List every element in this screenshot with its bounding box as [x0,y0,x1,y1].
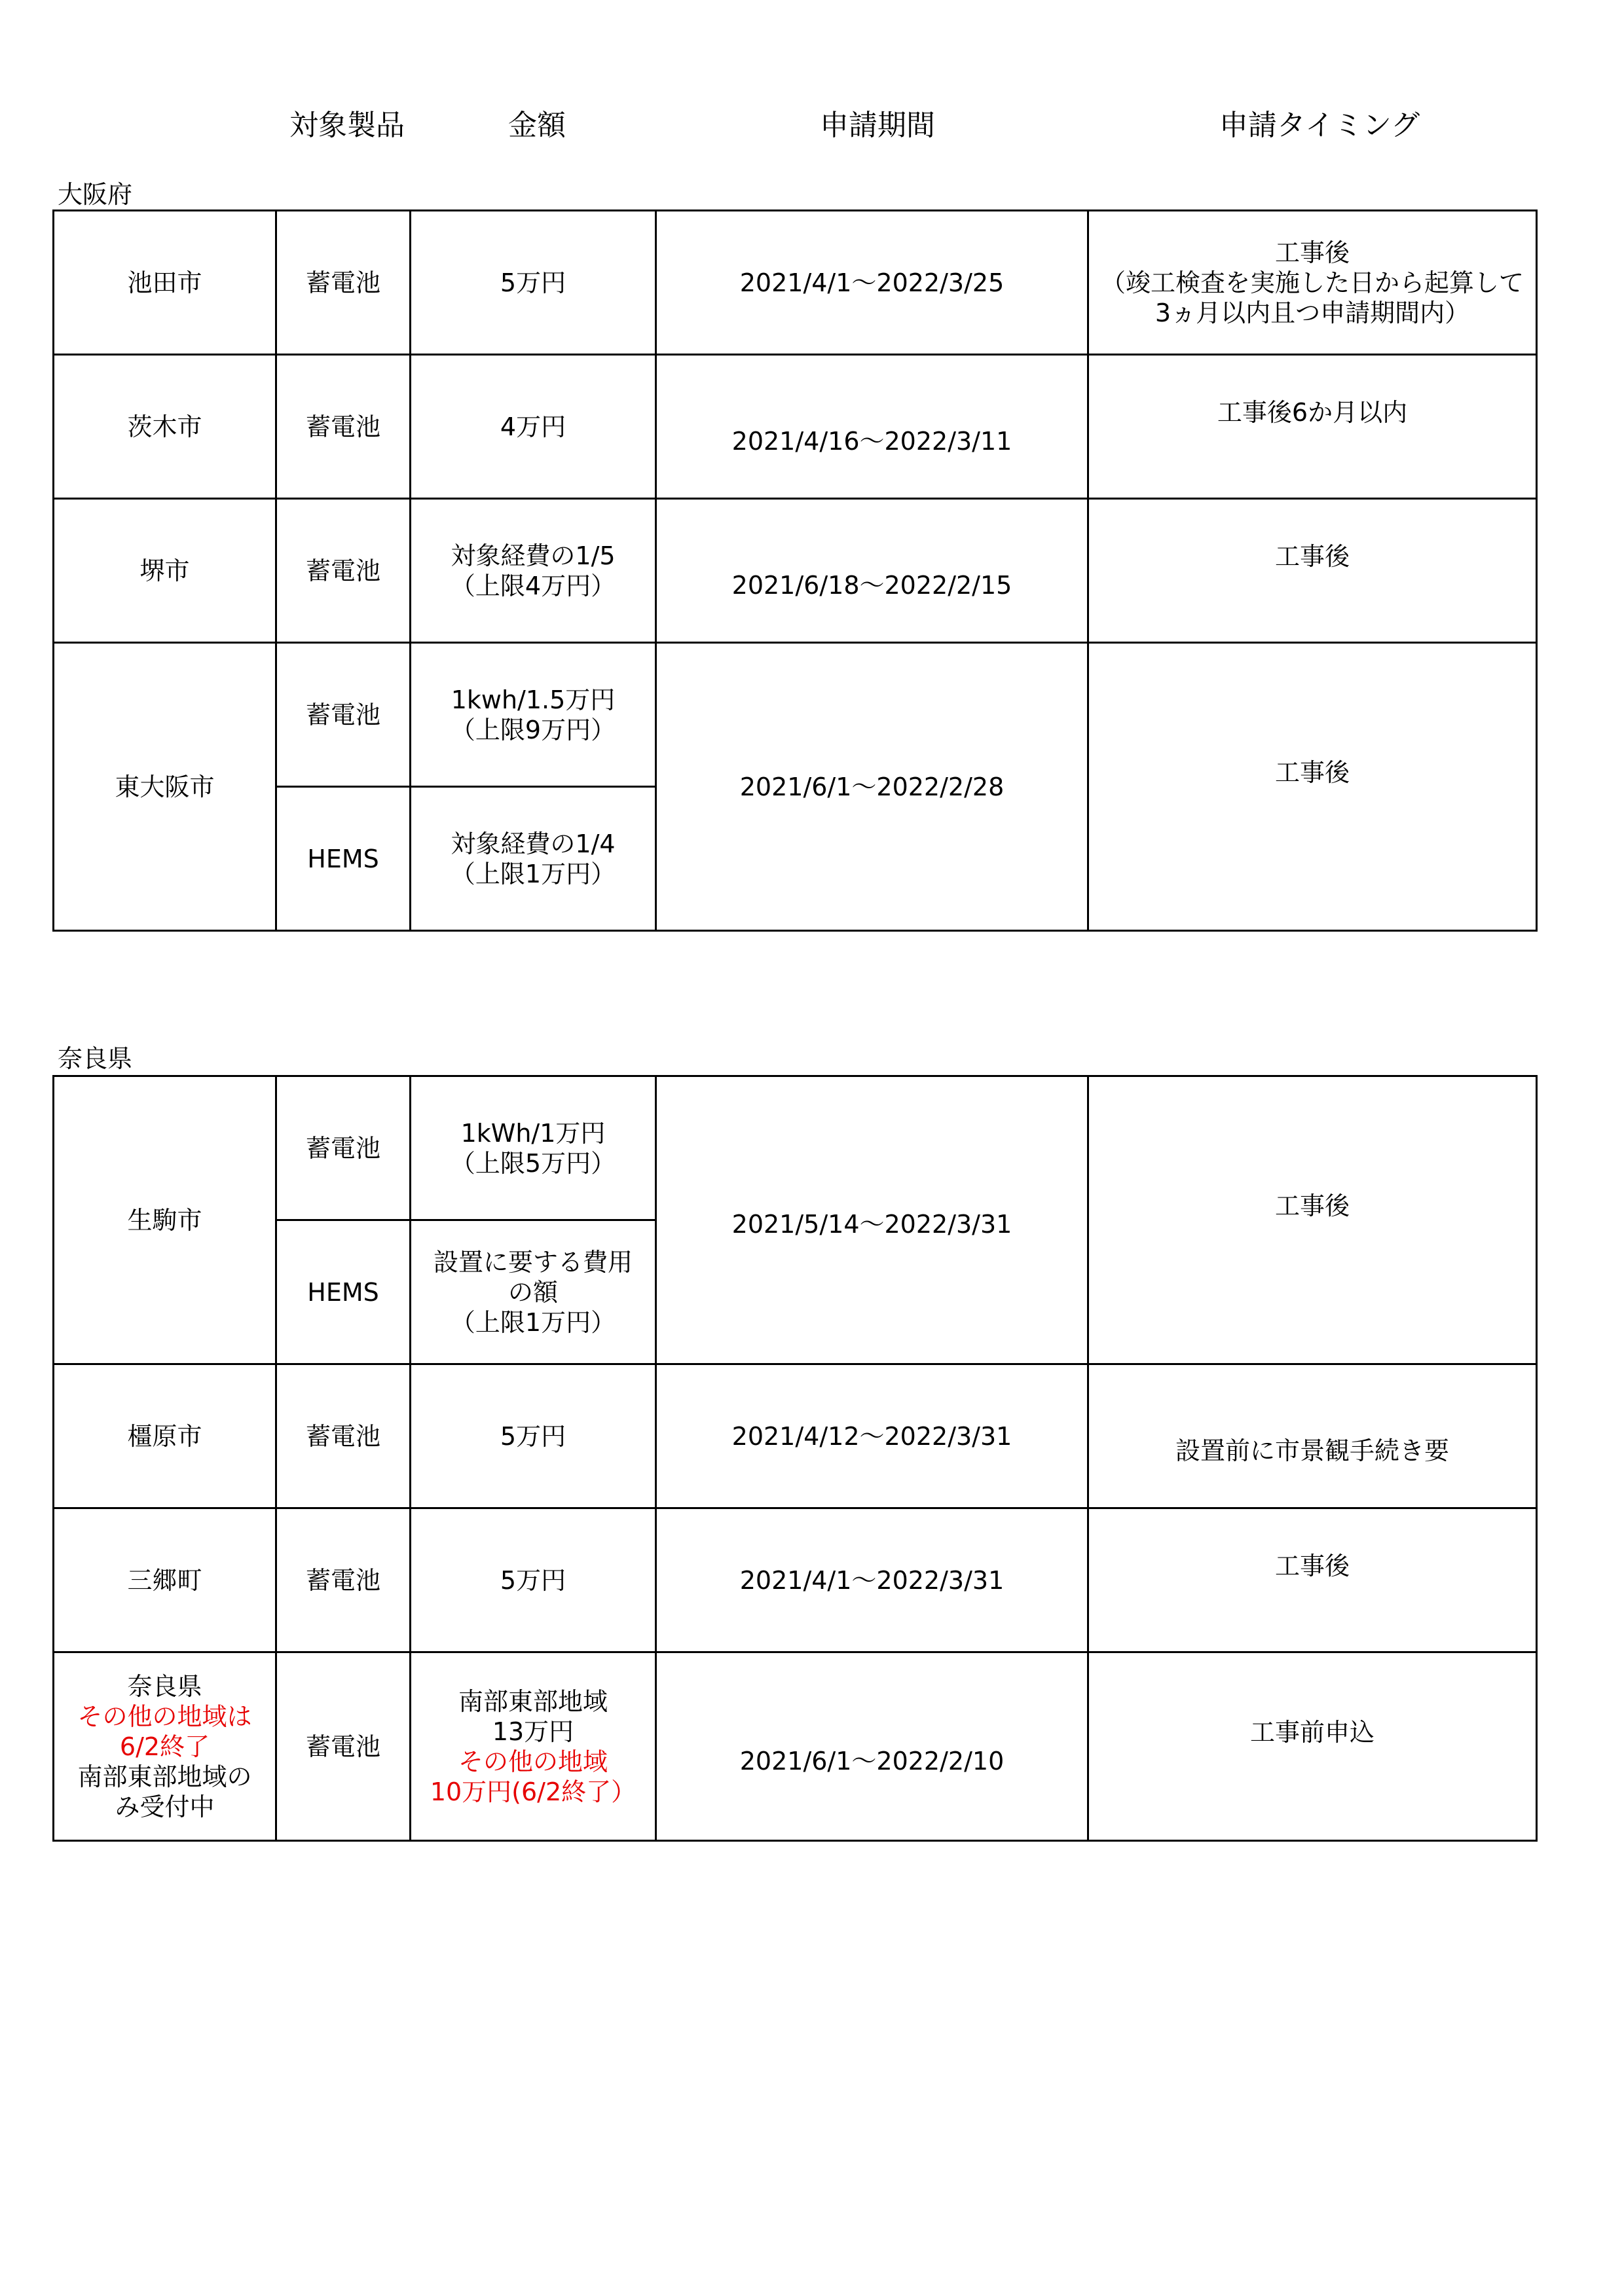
period-text: 2021/6/1～2022/2/10 [739,1746,1005,1776]
period-text: 2021/6/18～2022/2/15 [731,570,1012,600]
amount-line: 対象経費の1/4 [451,829,616,858]
period-text: 2021/5/14～2022/3/31 [731,1209,1012,1239]
period-cell: 2021/4/12～2022/3/31 [656,1364,1088,1508]
amount-line: （上限5万円） [450,1148,616,1178]
product-cell: 蓄電池 [276,1652,411,1841]
notice-line: その他の地域は [77,1702,252,1731]
amount-line: 13万円 [492,1717,574,1746]
amount-line: 南部東部地域 [458,1686,608,1716]
timing-cell [1088,643,1537,931]
region-label-osaka: 大阪府 [58,180,133,209]
timing-text: 工事後 [1274,541,1350,571]
product-cell: HEMS [276,1220,411,1364]
timing-text: 工事後 [1274,1191,1350,1220]
product-cell: 蓄電池 [276,499,411,643]
amount-line: 対象経費の1/5 [451,541,616,570]
amount-cell [411,1220,656,1364]
amount-cell: 5万円 [411,1508,656,1652]
product-cell: 蓄電池 [276,643,411,787]
period-cell [656,355,1088,499]
timing-cell [1088,211,1537,355]
amount-cell [411,499,656,643]
city-cell: 生駒市 [54,1076,276,1364]
table-row [54,355,1537,499]
product-cell: 蓄電池 [276,211,411,355]
city-cell: 池田市 [54,211,276,355]
amount-cell [411,643,656,787]
timing-cell [1088,1364,1537,1508]
timing-text: 工事前申込 [1249,1717,1375,1747]
city-cell: 三郷町 [54,1508,276,1652]
city-cell: 茨木市 [54,355,276,499]
city-cell [54,1652,276,1841]
amount-line: （上限9万円） [450,715,616,744]
amount-line: 1kWh/1万円 [460,1118,606,1148]
table-row [54,1364,1537,1508]
amount-cell [411,1076,656,1220]
city-line: み受付中 [115,1792,215,1821]
period-cell: 2021/4/1～2022/3/25 [656,211,1088,355]
header-amount: 金額 [508,109,566,142]
timing-text: 工事後 [1274,1551,1350,1580]
period-cell [656,1076,1088,1364]
table-row [54,1508,1537,1652]
notice-line: 10万円(6/2終了） [430,1777,637,1806]
timing-cell [1088,499,1537,643]
notice-line: 6/2終了 [119,1732,210,1761]
nara-table [52,1075,1538,1842]
amount-cell [411,787,656,931]
city-line: 南部東部地域の [77,1762,252,1791]
table-row [54,211,1537,355]
city-line: 奈良県 [127,1671,202,1701]
region-label-nara: 奈良県 [58,1044,133,1073]
amount-cell [411,1652,656,1841]
period-cell [656,1652,1088,1841]
amount-line: 設置に要する費用 [433,1247,633,1277]
table-row [54,1652,1537,1841]
notice-line: その他の地域 [458,1747,608,1776]
period-cell: 2021/4/1～2022/3/31 [656,1508,1088,1652]
header-period: 申請期間 [820,109,935,142]
header-timing: 申請タイミング [1219,109,1420,142]
timing-text: 工事後6か月以内 [1217,397,1408,427]
amount-line: の額 [507,1277,558,1307]
amount-cell: 5万円 [411,211,656,355]
table-row [54,643,1537,787]
amount-cell: 5万円 [411,1364,656,1508]
product-cell: 蓄電池 [276,1364,411,1508]
period-cell [656,499,1088,643]
timing-text: 工事後 [1274,757,1350,787]
product-cell: 蓄電池 [276,355,411,499]
amount-cell: 4万円 [411,355,656,499]
timing-cell [1088,1652,1537,1841]
city-cell: 東大阪市 [54,643,276,931]
amount-line: （上限1万円） [450,859,616,888]
osaka-table [52,210,1538,932]
timing-line: （竣工検査を実施した日から起算して [1100,268,1524,297]
period-cell: 2021/6/1～2022/2/28 [656,643,1088,931]
amount-line: （上限1万円） [450,1307,616,1337]
timing-line: 工事後 [1274,238,1350,267]
city-cell: 橿原市 [54,1364,276,1508]
city-cell: 堺市 [54,499,276,643]
timing-line: 3ヵ月以内且つ申請期間内） [1154,298,1470,327]
table-row [54,1076,1537,1220]
period-text: 2021/4/16～2022/3/11 [731,426,1012,456]
header-product: 対象製品 [289,109,405,142]
timing-text: 設置前に市景観手続き要 [1175,1436,1449,1465]
timing-cell [1088,1076,1537,1364]
table-row [54,499,1537,643]
product-cell: HEMS [276,787,411,931]
amount-line: 1kwh/1.5万円 [451,685,616,714]
product-cell: 蓄電池 [276,1508,411,1652]
timing-cell [1088,355,1537,499]
amount-line: （上限4万円） [450,571,616,600]
product-cell: 蓄電池 [276,1076,411,1220]
timing-cell [1088,1508,1537,1652]
